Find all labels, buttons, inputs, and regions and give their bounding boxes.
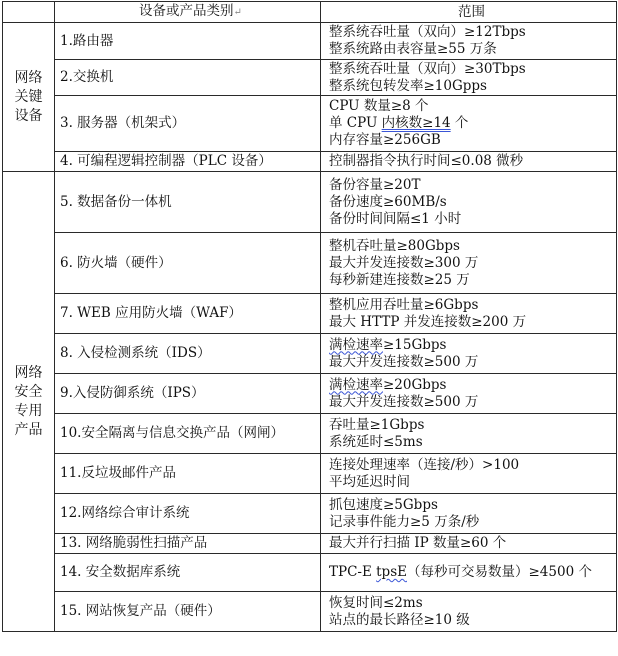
product-name-cell: 9.入侵防御系统（IPS） — [55, 374, 321, 414]
product-name-cell: 10.安全隔离与信息交换产品（网闸） — [55, 414, 321, 454]
product-name-cell: 2.交换机 — [55, 60, 321, 96]
range-line: 备份时间间隔≤1 小时 — [329, 210, 462, 227]
range-line: 备份速度≥60MB/s — [329, 193, 447, 210]
range-line: 恢复时间≤2ms — [329, 594, 423, 611]
group-label: 网络关键设备 — [14, 69, 43, 124]
table-row — [3, 96, 617, 152]
table-body — [3, 23, 617, 632]
range-line: 每秒新建连接数≥25 万 — [329, 271, 470, 288]
range-line: 最大并发连接数≥300 万 — [329, 254, 479, 271]
product-name-cell: 15. 网站恢复产品（硬件） — [55, 592, 321, 632]
group-category-cell — [3, 172, 55, 632]
table-row — [3, 23, 617, 60]
range-cell — [321, 96, 617, 152]
range-line: 整系统包转发率≥10Gpps — [329, 77, 487, 94]
table-row — [3, 494, 617, 534]
range-cell — [321, 534, 617, 554]
product-name-cell: 3. 服务器（机架式） — [55, 96, 321, 152]
table-row — [3, 414, 617, 454]
product-name-cell: 6. 防火墙（硬件） — [55, 233, 321, 294]
table-row — [3, 454, 617, 494]
range-line: 整系统吞吐量（双向）≥30Tbps — [329, 60, 526, 77]
table-row — [3, 334, 617, 374]
range-cell — [321, 554, 617, 592]
range-cell — [321, 172, 617, 233]
range-line: CPU 数量≥8 个 — [329, 98, 429, 114]
range-line: 系统延时≤5ms — [329, 433, 423, 450]
range-cell — [321, 60, 617, 96]
range-cell — [321, 454, 617, 494]
table-row — [3, 554, 617, 592]
range-line: TPC-E tpsE（每秒可交易数量）≥4500 个 — [329, 564, 592, 580]
range-line: 最大并发连接数≥500 万 — [329, 393, 479, 410]
product-name-cell: 7. WEB 应用防火墙（WAF） — [55, 294, 321, 334]
range-cell — [321, 152, 617, 172]
range-cell — [321, 374, 617, 414]
range-line: 最大 HTTP 并发连接数≥200 万 — [329, 313, 527, 330]
range-cell — [321, 494, 617, 534]
range-line: 单 CPU 内核数≥14 个 — [329, 115, 469, 131]
table-row — [3, 294, 617, 334]
range-line: 吞吐量≥1Gbps — [329, 416, 425, 433]
range-cell — [321, 23, 617, 60]
product-name-cell: 8. 入侵检测系统（IDS） — [55, 334, 321, 374]
range-line: 整机吞吐量≥80Gbps — [329, 237, 460, 254]
product-name-cell: 14. 安全数据库系统 — [55, 554, 321, 592]
range-line: 整机应用吞吐量≥6Gbps — [329, 296, 479, 313]
table-row — [3, 60, 617, 96]
group-category-cell — [3, 23, 55, 172]
product-range-table — [2, 1, 617, 632]
group-label: 网络安全专用产品 — [14, 364, 43, 438]
product-name-cell: 12.网络综合审计系统 — [55, 494, 321, 534]
table-row — [3, 233, 617, 294]
range-line: 满检速率≥20Gbps — [329, 376, 447, 393]
product-name-cell: 13. 网络脆弱性扫描产品 — [55, 534, 321, 554]
table-row — [3, 152, 617, 172]
range-line: 平均延迟时间 — [329, 473, 410, 490]
table-row — [3, 592, 617, 632]
range-cell — [321, 414, 617, 454]
table-row — [3, 172, 617, 233]
table-row — [3, 534, 617, 554]
range-line: 抓包速度≥5Gbps — [329, 496, 438, 513]
range-line: 整系统路由表容量≥55 万条 — [329, 41, 497, 57]
product-name-cell: 11.反垃圾邮件产品 — [55, 454, 321, 494]
product-name-cell: 5. 数据备份一体机 — [55, 172, 321, 233]
range-line: 备份容量≥20T — [329, 176, 421, 193]
header-category-cell: 设备或产品类别↵ — [55, 2, 321, 23]
range-line: 内存容量≥256GB — [329, 132, 441, 148]
table-header-row — [3, 2, 617, 23]
range-cell — [321, 233, 617, 294]
header-range-cell: 范围 — [321, 2, 617, 23]
product-name-cell: 4. 可编程逻辑控制器（PLC 设备） — [55, 152, 321, 172]
product-name-cell: 1.路由器 — [55, 23, 321, 60]
range-line: 满检速率≥15Gbps — [329, 336, 447, 353]
range-cell — [321, 334, 617, 374]
header-blank-cell — [3, 2, 55, 23]
range-line: 整系统吞吐量（双向）≥12Tbps — [329, 24, 526, 40]
range-line: 站点的最长路径≥10 级 — [329, 611, 470, 628]
range-line: 连接处理速率（连接/秒）>100 — [329, 456, 520, 473]
range-line: 记录事件能力≥5 万条/秒 — [329, 513, 480, 530]
range-line: 最大并行扫描 IP 数量≥60 个 — [329, 535, 507, 551]
table-row — [3, 374, 617, 414]
range-line: 最大并发连接数≥500 万 — [329, 353, 479, 370]
range-line: 控制器指令执行时间≤0.08 微秒 — [329, 153, 524, 169]
range-cell — [321, 592, 617, 632]
range-cell — [321, 294, 617, 334]
